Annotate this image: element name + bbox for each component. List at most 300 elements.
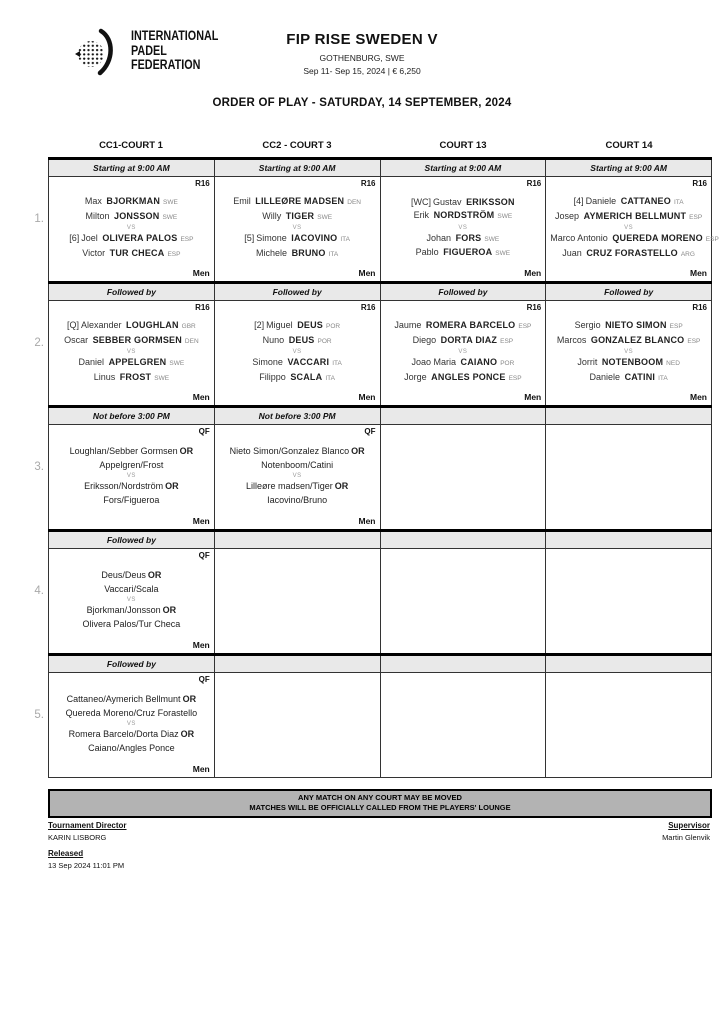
player-first-name: Nuno: [262, 334, 285, 345]
player-first-name: Max: [84, 196, 102, 206]
player-seed: [5]: [244, 233, 255, 243]
slot-schedule-header-cell: Followed by: [49, 531, 215, 549]
notice-line: ANY MATCH ON ANY COURT MAY BE MOVED: [298, 793, 462, 802]
team-line: Caiano/Angles Ponce: [88, 742, 175, 753]
match-lines: [219, 684, 376, 764]
match-cell: [546, 425, 712, 531]
match-cell: [214, 549, 380, 655]
match-cell: [546, 673, 712, 778]
match-lines: [550, 560, 707, 640]
player-first-name: Victor: [82, 247, 106, 258]
match-cell-content: [49, 673, 214, 777]
notice-line: MATCHES WILL BE OFFICIALLY CALLED FROM THE PLAYERS' LOUNGE: [249, 803, 511, 812]
match-cell: [214, 301, 380, 407]
player-first-name: Joao Maria: [411, 357, 456, 367]
category-label: [385, 764, 542, 774]
slot-schedule-header-cell: Starting at 9:00 AM: [546, 159, 712, 177]
match-lines: [550, 188, 719, 268]
round-label: R16: [195, 303, 210, 312]
slot-number: 5.: [34, 709, 44, 721]
match-lines: [219, 312, 376, 392]
player-line: [550, 247, 707, 262]
vs-label: VS: [126, 473, 136, 479]
category-label: Men: [192, 516, 210, 526]
slot-numbers-column: [20, 157, 44, 777]
player-country-code: SWE: [162, 213, 178, 221]
match-cell-content: [215, 301, 380, 405]
or-label: OR: [179, 446, 194, 456]
player-line: [219, 356, 376, 371]
player-first-name: Daniele: [589, 371, 621, 382]
round-label: R16: [692, 179, 707, 188]
slot-schedule-header-cell: Followed by: [49, 655, 215, 673]
player-last-name: ERIKSSON: [466, 196, 515, 207]
team-line: Quereda Moreno/Cruz Forastello: [65, 707, 198, 718]
player-line: [53, 334, 210, 349]
match-lines: [53, 560, 210, 640]
category-label: Men: [192, 640, 210, 650]
match-cell-content: [381, 549, 546, 653]
slot-number: 2.: [34, 337, 44, 349]
match-cell: [214, 425, 380, 531]
match-cell: [214, 177, 380, 283]
player-line: [550, 371, 707, 386]
order-of-play-title: ORDER OF PLAY - SATURDAY, 14 SEPTEMBER, 2024: [212, 97, 512, 109]
match-lines: [385, 188, 542, 268]
player-line: [550, 334, 707, 349]
player-last-name: JONSSON: [114, 210, 160, 221]
round-label: QF: [364, 427, 376, 436]
tournament-location: GOTHENBURG, SWE: [319, 53, 405, 63]
slot-schedule-header-cell: [380, 407, 546, 425]
player-last-name: BRUNO: [291, 247, 326, 258]
player-line: [385, 319, 542, 334]
player-country-code: GBR: [181, 323, 196, 330]
player-first-name: Willy: [262, 210, 282, 221]
match-lines: [550, 436, 707, 516]
team-line: Notenboom/Catini: [261, 459, 334, 470]
player-last-name: FROST: [119, 371, 152, 382]
player-last-name: LOUGHLAN: [126, 320, 179, 330]
round-label: QF: [198, 427, 210, 436]
player-last-name: QUEREDA MORENO: [612, 233, 703, 243]
player-first-name: Jorge: [404, 371, 427, 382]
player-seed: [WC]: [411, 196, 432, 207]
match-cell-content: [215, 425, 380, 529]
released-timestamp: 13 Sep 2024 11:01 PM: [48, 861, 125, 870]
category-label: Men: [524, 392, 542, 402]
match-cell-content: [546, 549, 711, 653]
player-country-code: ITA: [332, 360, 342, 367]
notice-banner: [48, 789, 712, 818]
player-first-name: Michele: [256, 247, 288, 258]
match-lines: [385, 436, 542, 516]
player-last-name: NORDSTRÖM: [433, 210, 495, 220]
category-label: [219, 764, 376, 774]
player-last-name: FIGUEROA: [443, 247, 493, 257]
match-lines: [219, 560, 376, 640]
player-seed: [2]: [254, 320, 265, 330]
player-first-name: Gustav: [433, 196, 462, 207]
player-country-code: SWE: [317, 213, 333, 221]
player-last-name: DEUS: [297, 320, 323, 330]
match-cell-content: [546, 425, 711, 529]
player-line: [53, 232, 210, 247]
player-country-code: DEN: [184, 337, 199, 345]
player-line: [219, 319, 376, 334]
or-label: OR: [180, 729, 195, 739]
category-label: Men: [192, 392, 210, 402]
category-label: Men: [192, 764, 210, 774]
player-first-name: Josep: [555, 210, 580, 221]
match-cell: [49, 549, 215, 655]
vs-label: VS: [126, 349, 136, 355]
slot-schedule-header-cell: Starting at 9:00 AM: [214, 159, 380, 177]
match-cell: [380, 673, 546, 778]
player-first-name: Filippo: [259, 371, 286, 382]
round-label: QF: [198, 675, 210, 684]
order-of-play-table: [48, 157, 719, 778]
round-label: R16: [526, 179, 542, 188]
player-line: [219, 210, 376, 225]
slot-schedule-header-cell: [214, 531, 380, 549]
category-label: Men: [690, 268, 707, 278]
player-last-name: CAIANO: [460, 357, 498, 367]
player-country-code: ESP: [669, 323, 683, 330]
player-last-name: OLIVERA PALOS: [102, 233, 178, 243]
match-cell-content: [49, 425, 214, 529]
round-label: [219, 675, 376, 684]
match-cell: [380, 425, 546, 531]
round-label: [385, 551, 542, 560]
round-label: [550, 551, 707, 560]
player-seed: [Q]: [66, 320, 79, 330]
match-lines: [219, 436, 376, 516]
player-last-name: TIGER: [285, 210, 315, 221]
player-last-name: AYMERICH BELLMUNT: [583, 210, 687, 221]
player-country-code: ESP: [167, 250, 181, 258]
player-first-name: Oscar: [64, 334, 89, 345]
player-country-code: ESP: [689, 213, 703, 221]
match-cell-content: [49, 177, 214, 281]
player-first-name: Pablo: [415, 247, 439, 257]
player-last-name: APPELGREN: [108, 357, 167, 367]
slot-schedule-header-cell: Followed by: [214, 283, 380, 301]
court-title: COURT 13: [439, 140, 487, 151]
match-cell-content: [381, 673, 546, 777]
player-last-name: IACOVINO: [291, 233, 338, 243]
player-line: [219, 371, 376, 386]
player-first-name: Emil: [233, 196, 251, 206]
or-label: OR: [351, 446, 365, 456]
player-seed: [6]: [69, 233, 80, 243]
logo-line: FEDERATION: [131, 57, 201, 72]
match-cell: [49, 301, 215, 407]
player-first-name: Erik: [413, 210, 430, 220]
player-line: [53, 247, 210, 262]
footer-left: [48, 821, 127, 870]
player-first-name: Milton: [85, 210, 110, 221]
player-line: [385, 246, 542, 261]
vs-label: VS: [126, 597, 136, 603]
player-last-name: NIETO SIMON: [605, 320, 667, 330]
team-line: Loughlan/Sebber Gormsen OR: [69, 446, 194, 456]
player-last-name: SCALA: [290, 371, 323, 382]
slot-schedule-header-cell: Followed by: [380, 283, 546, 301]
category-label: [385, 516, 542, 526]
round-label: [219, 551, 376, 560]
slot-number: 4.: [34, 585, 44, 597]
category-label: [219, 640, 376, 650]
released-label: Released: [48, 849, 84, 858]
team-line: Nieto Simon/Gonzalez Blanco OR: [229, 446, 365, 456]
player-line: [385, 334, 542, 349]
team-line: Cattaneo/Aymerich Bellmunt OR: [66, 694, 197, 704]
supervisor-name: Martin Glenvik: [662, 833, 710, 842]
match-cell: [546, 177, 719, 283]
match-lines: [385, 684, 542, 764]
slot-schedule-header-cell: Followed by: [546, 283, 712, 301]
player-first-name: Jaume: [394, 320, 422, 330]
match-cell-content: [215, 673, 380, 777]
round-label: [385, 675, 542, 684]
player-first-name: Jorrit: [577, 357, 598, 367]
player-line: [219, 334, 376, 349]
team-line: Iacovino/Bruno: [267, 494, 328, 505]
player-last-name: BJORKMAN: [106, 196, 161, 206]
category-label: Men: [358, 268, 376, 278]
match-cell-content: [381, 301, 546, 405]
player-country-code: SWE: [497, 213, 513, 220]
category-label: [385, 640, 542, 650]
match-cell-content: [215, 549, 380, 653]
tournament-header: [0, 28, 724, 76]
slot-schedule-header-cell: [546, 531, 712, 549]
match-cell-content: [381, 425, 546, 529]
team-line: Fors/Figueroa: [103, 494, 160, 505]
player-line: [219, 247, 376, 262]
player-line: [53, 210, 210, 225]
match-lines: [550, 684, 707, 764]
player-first-name: Alexander: [81, 320, 122, 330]
vs-label: VS: [292, 349, 302, 355]
slot-schedule-header-cell: [214, 655, 380, 673]
slot-schedule-header-cell: Starting at 9:00 AM: [49, 159, 215, 177]
player-line: [550, 356, 707, 371]
player-line: [53, 319, 210, 334]
match-lines: [53, 436, 210, 516]
or-label: OR: [182, 694, 197, 704]
player-country-code: ESP: [180, 236, 194, 243]
player-line: [385, 232, 542, 247]
court-titles-row: [48, 140, 712, 151]
player-country-code: SWE: [154, 374, 170, 382]
or-label: OR: [162, 605, 177, 615]
player-country-code: ITA: [325, 374, 335, 382]
tournament-dates-prize: Sep 11- Sep 15, 2024 | € 6,250: [303, 66, 421, 76]
vs-label: VS: [126, 721, 136, 727]
player-line: [385, 356, 542, 371]
player-country-code: DEN: [347, 199, 361, 206]
match-lines: [53, 188, 210, 268]
player-line: [550, 210, 707, 225]
player-first-name: Juan: [562, 247, 582, 258]
player-first-name: Marcos: [556, 334, 587, 345]
player-first-name: Miguel: [266, 320, 293, 330]
player-country-code: POR: [326, 323, 341, 330]
category-label: Men: [358, 516, 376, 526]
slot-schedule-header-cell: Not before 3:00 PM: [49, 407, 215, 425]
slot-schedule-header-cell: [546, 655, 712, 673]
team-line: Olivera Palos/Tur Checa: [82, 618, 181, 629]
vs-label: VS: [458, 224, 468, 231]
player-country-code: SWE: [484, 235, 500, 243]
vs-label: VS: [458, 349, 468, 355]
logo-line: PADEL: [131, 42, 167, 58]
player-seed: [4]: [573, 196, 584, 206]
player-last-name: CRUZ FORASTELLO: [586, 247, 678, 258]
player-last-name: ANGLES PONCE: [431, 371, 506, 382]
player-country-code: ESP: [508, 374, 522, 382]
category-label: Men: [358, 392, 376, 402]
slot-schedule-header-cell: Not before 3:00 PM: [214, 407, 380, 425]
round-label: R16: [692, 303, 707, 312]
tournament-director-label: Tournament Director: [48, 821, 127, 830]
player-first-name: Sergio: [574, 320, 601, 330]
match-lines: [550, 312, 707, 392]
player-first-name: Simone: [256, 233, 287, 243]
player-last-name: ROMERA BARCELO: [425, 320, 516, 330]
player-country-code: POR: [317, 337, 332, 345]
player-country-code: ESP: [687, 337, 701, 345]
player-first-name: Simone: [252, 357, 283, 367]
team-line: Lilleøre madsen/Tiger OR: [246, 481, 349, 491]
player-country-code: SWE: [163, 199, 178, 206]
match-lines: [53, 684, 210, 764]
match-cell: [380, 177, 546, 283]
or-label: OR: [165, 481, 179, 491]
player-country-code: ESP: [500, 337, 514, 345]
category-label: Men: [690, 392, 707, 402]
slot-schedule-header-cell: [546, 407, 712, 425]
player-line: [385, 209, 542, 224]
or-label: OR: [147, 570, 162, 580]
player-line: [53, 356, 210, 371]
player-first-name: Joel: [81, 233, 98, 243]
match-cell-content: [546, 177, 719, 281]
round-label: R16: [526, 303, 542, 312]
player-line: [385, 371, 542, 386]
footer-right: [662, 821, 710, 842]
tournament-title: FIP RISE SWEDEN V: [286, 31, 438, 48]
category-label: Men: [524, 268, 542, 278]
player-line: [550, 232, 719, 247]
match-lines: [53, 312, 210, 392]
player-line: [550, 319, 707, 334]
court-title: CC1-COURT 1: [99, 140, 163, 151]
player-line: [219, 232, 376, 247]
vs-label: VS: [292, 225, 302, 231]
match-cell-content: [381, 177, 546, 281]
player-first-name: Daniel: [78, 357, 105, 367]
vs-label: VS: [624, 225, 634, 231]
player-country-code: NED: [666, 360, 680, 367]
team-line: Bjorkman/Jonsson OR: [86, 605, 177, 615]
vs-label: VS: [292, 473, 302, 479]
player-first-name: Daniele: [585, 196, 617, 206]
player-country-code: POR: [500, 360, 515, 367]
team-line: Romera Barcelo/Dorta Diaz OR: [68, 729, 195, 739]
supervisor-label: Supervisor: [668, 821, 710, 830]
player-first-name: Diego: [412, 334, 437, 345]
slot-number: 1.: [34, 213, 44, 225]
player-line: [550, 195, 707, 210]
round-label: R16: [195, 179, 210, 188]
round-label: [550, 427, 707, 436]
match-cell: [49, 673, 215, 778]
round-label: QF: [198, 551, 210, 560]
player-last-name: TUR CHECA: [109, 247, 165, 258]
player-country-code: SWE: [495, 250, 511, 257]
vs-label: VS: [126, 225, 136, 231]
slot-number: 3.: [34, 461, 44, 473]
team-line: Eriksson/Nordström OR: [84, 481, 179, 491]
player-last-name: VACCARI: [287, 357, 330, 367]
player-last-name: FORS: [455, 232, 482, 243]
category-label: [550, 640, 707, 650]
vs-label: VS: [624, 349, 634, 355]
player-country-code: ITA: [673, 199, 684, 206]
match-cell: [49, 425, 215, 531]
round-label: R16: [360, 303, 376, 312]
match-cell: [380, 549, 546, 655]
player-country-code: ITA: [328, 250, 339, 258]
player-country-code: ITA: [340, 236, 351, 243]
team-line: Deus/Deus OR: [101, 570, 162, 580]
player-last-name: DEUS: [288, 334, 315, 345]
or-label: OR: [334, 481, 349, 491]
player-last-name: DORTA DIAZ: [440, 334, 498, 345]
player-line: [385, 196, 542, 210]
court-title: COURT 14: [605, 140, 653, 151]
player-first-name: Marco Antonio: [550, 233, 608, 243]
match-lines: [219, 188, 376, 268]
match-cell-content: [49, 301, 214, 405]
team-line: Vaccari/Scala: [104, 583, 159, 594]
match-cell-content: [546, 301, 711, 405]
round-label: R16: [360, 179, 376, 188]
player-last-name: CATTANEO: [620, 196, 671, 206]
match-cell: [49, 177, 215, 283]
player-first-name: Linus: [93, 371, 116, 382]
player-line: [53, 195, 210, 210]
category-label: [550, 764, 707, 774]
player-first-name: Johan: [426, 232, 452, 243]
category-label: Men: [192, 268, 210, 278]
match-cell: [380, 301, 546, 407]
category-label: [550, 516, 707, 526]
player-line: [219, 195, 376, 210]
match-cell: [546, 549, 712, 655]
match-cell-content: [49, 549, 214, 653]
player-country-code: ITA: [658, 374, 668, 382]
match-lines: [385, 560, 542, 640]
match-cell: [546, 301, 712, 407]
slot-schedule-header-cell: [380, 655, 546, 673]
round-label: [550, 675, 707, 684]
match-cell-content: [546, 673, 711, 777]
logo-line: INTERNATIONAL: [131, 28, 219, 43]
